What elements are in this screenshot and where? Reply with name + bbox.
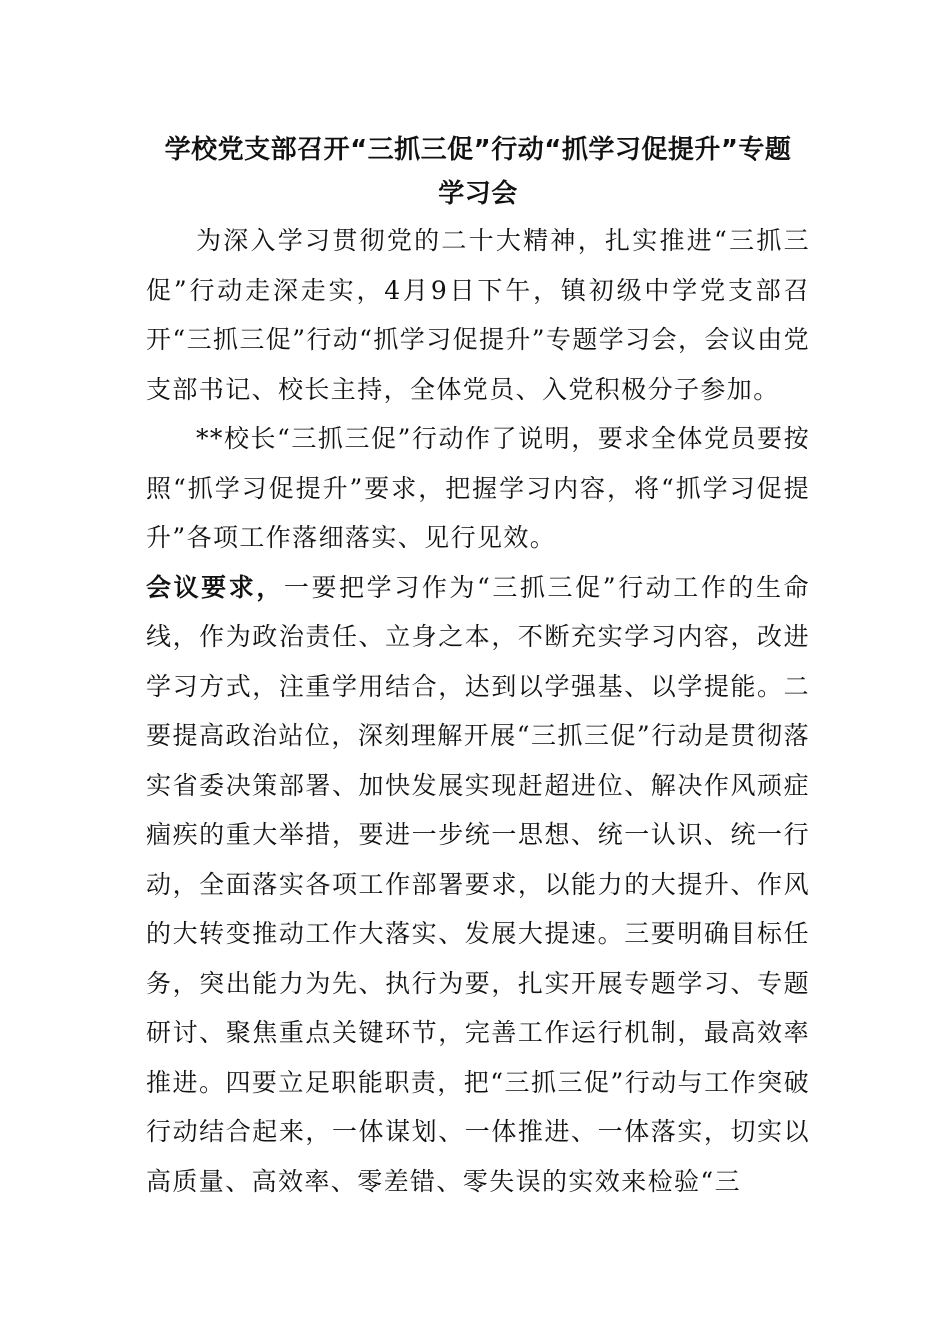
document-body	[146, 128, 810, 1206]
title-line-2: 学习会	[438, 179, 518, 209]
title-line-1: 学校党支部召开“三抓三促”行动“抓学习促提升”专题	[164, 135, 792, 165]
paragraph-body-text: 一要把学习作为“三抓三促”行动工作的生命线，作为政治责任、立身之本，不断充实学习内容，改进学习方式，注重学用结合，达到以学强基、以学提能。二要提高政治站位，深刻理解开展“三抓三促”行动是贯彻落实省委决策部署、加快发展实现赶超进位、解决作风顽症痼疾的重大举措，要进一步统一思想、统一认识、统一行动，全面落实各项工作部署要求，以能力的大提升、作风的大转变推动工作大落实、发展大提速。三要明确目标任务，突出能力为先、执行为要，扎实开展专题学习、专题研讨、聚焦重点关键环节，完善工作运行机制，最高效率推进。四要立足职能职责，把“三抓三促”行动与工作突破行动结合起来，一体谋划、一体推进、一体落实，切实以高质量、高效率、零差错、零失误的实效来检验“三	[146, 572, 810, 1196]
document-title	[146, 128, 810, 216]
paragraph-intro: 为深入学习贯彻党的二十大精神，扎实推进“三抓三促”行动走深走实，4月9日下午，镇初级中学党支部召开“三抓三促”行动“抓学习促提升”专题学习会，会议由党支部书记、校长主持，全体党员、入党积极分子参加。	[146, 226, 810, 404]
paragraph-principal-remarks: **校长“三抓三促”行动作了说明，要求全体党员要按照“抓学习促提升”要求，把握学习内容，将“抓学习促提升”各项工作落细落实、见行见效。	[146, 424, 810, 552]
paragraph-lead-phrase: 会议要求，	[146, 572, 284, 602]
paragraph-meeting-requirements	[146, 563, 810, 1207]
